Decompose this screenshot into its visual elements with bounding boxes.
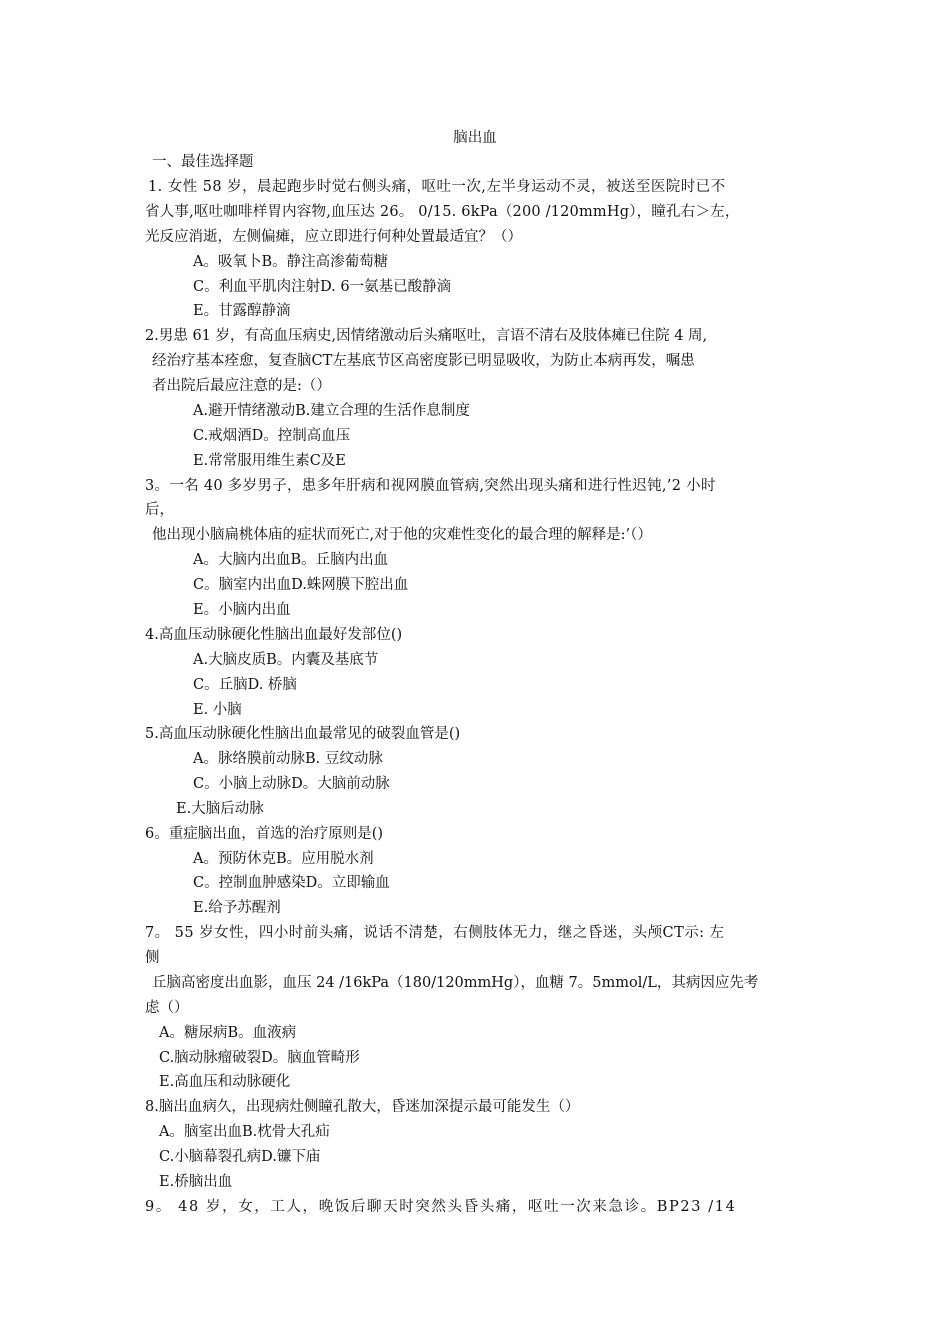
q1-stem-line1: 1. 女性 58 岁，晨起跑步时觉右侧头痛，呕吐一次,左半身运动不灵，被送至医院时已不 (148, 179, 726, 195)
q5-option-cd: C。小脑上动脉D。大脑前动脉 (193, 776, 390, 792)
q5-option-e: E.大脑后动脉 (176, 801, 264, 817)
q1-option-e: E。甘露醇静滴 (193, 303, 291, 319)
q5-stem: 5.高血压动脉硬化性脑出血最常见的破裂血管是() (145, 726, 461, 742)
q7-stem-line1: 7。 55 岁女性，四小时前头痛，说话不清楚，右侧肢体无力，继之昏迷，头颅CT示: 左 (145, 925, 725, 941)
q2-stem-line2: 经治疗基本痊愈，复查脑CT左基底节区高密度影已明显吸收，为防止本病再发，嘱患 (152, 353, 695, 369)
q3-stem-line1: 3。一名 40 多岁男子，患多年肝病和视网膜血管病,突然出现头痛和进行性迟钝,’2 小时 (145, 478, 716, 494)
q2-option-ab: A.避开情绪激动B.建立合理的生活作息制度 (193, 403, 470, 419)
document-title: 脑出血 (453, 130, 497, 146)
q2-stem-line3: 者出院后最应注意的是:（） (152, 378, 331, 394)
q4-option-e: E. 小脑 (193, 702, 242, 718)
q1-stem-line3: 光反应消逝，左侧偏瘫，应立即进行何种处置最适宜？（） (145, 229, 522, 245)
q4-option-ab: A.大脑皮质B。内囊及基底节 (193, 652, 379, 668)
q8-option-e: E.桥脑出血 (159, 1174, 233, 1190)
q1-stem-line2: 省人事,呕吐咖啡样胃内容物,血压达 26。 0/15. 6kPa（200 /120mmHg），瞳孔右＞左， (145, 204, 740, 220)
q8-stem: 8.脑出血病久，出现病灶侧瞳孔散大，昏迷加深提示最可能发生（） (145, 1099, 580, 1115)
q3-option-e: E。小脑内出血 (193, 602, 291, 618)
q7-option-ab: A。糖尿病B。血液病 (159, 1025, 297, 1041)
q3-stem-line2: 他出现小脑扁桃体庙的症状而死亡,对于他的灾难性变化的最合理的解释是:’（） (152, 527, 652, 543)
q3-option-cd: C。脑室内出血D.蛛网膜下腔出血 (193, 577, 409, 593)
q7-option-e: E.高血压和动脉硬化 (159, 1074, 291, 1090)
q6-option-ab: A。预防休克B。应用脱水剂 (193, 851, 374, 867)
q8-option-cd: C.小脑幕裂孔病D.镰下庙 (159, 1149, 321, 1165)
q9-stem-line1: 9。 48 岁，女，工人，晚饭后聊天时突然头昏头痛，呕吐一次来急诊。BP23 /14 (145, 1199, 737, 1215)
q2-option-cd: C.戒烟酒D。控制高血压 (193, 428, 351, 444)
q4-stem: 4.高血压动脉硬化性脑出血最好发部位() (145, 627, 403, 643)
q8-option-ab: A。脑室出血B.枕骨大孔疝 (159, 1124, 330, 1140)
q1-option-ab: A。吸氧卜B。静注高渗葡萄糖 (193, 254, 389, 270)
q3-option-ab: A。大脑内出血B。丘脑内出血 (193, 552, 389, 568)
q1-option-cd: C。利血平肌肉注射D. 6一氨基已酸静滴 (193, 279, 452, 295)
q3-stem-line1-wrap: 后， (145, 502, 174, 518)
q6-option-e: E.给予苏醒剂 (193, 900, 281, 916)
section-heading: 一、最佳选择题 (152, 154, 254, 170)
q7-stem-line3: 虑（） (145, 1000, 189, 1016)
q7-option-cd: C.脑动脉瘤破裂D。脑血管畸形 (159, 1050, 360, 1066)
q4-option-cd: C。丘脑D. 桥脑 (193, 677, 297, 693)
q7-stem-line2: 丘脑高密度出血影，血压 24 /16kPa（180/120mmHg），血糖 7。5mmol/L，其病因应先考 (152, 975, 759, 991)
q7-stem-line1-wrap: 侧 (145, 950, 160, 966)
q2-option-e: E.常常服用维生素C及E (193, 453, 346, 469)
q5-option-ab: A。脉络膜前动脉B. 豆纹动脉 (193, 751, 383, 767)
q2-stem-line1: 2.男患 61 岁，有高血压病史,因情绪激动后头痛呕吐，言语不清右及肢体瘫已住院 4 周, (145, 328, 708, 344)
q6-stem: 6。重症脑出血，首选的治疗原则是() (145, 826, 384, 842)
q6-option-cd: C。控制血肿感染D。立即输血 (193, 875, 390, 891)
